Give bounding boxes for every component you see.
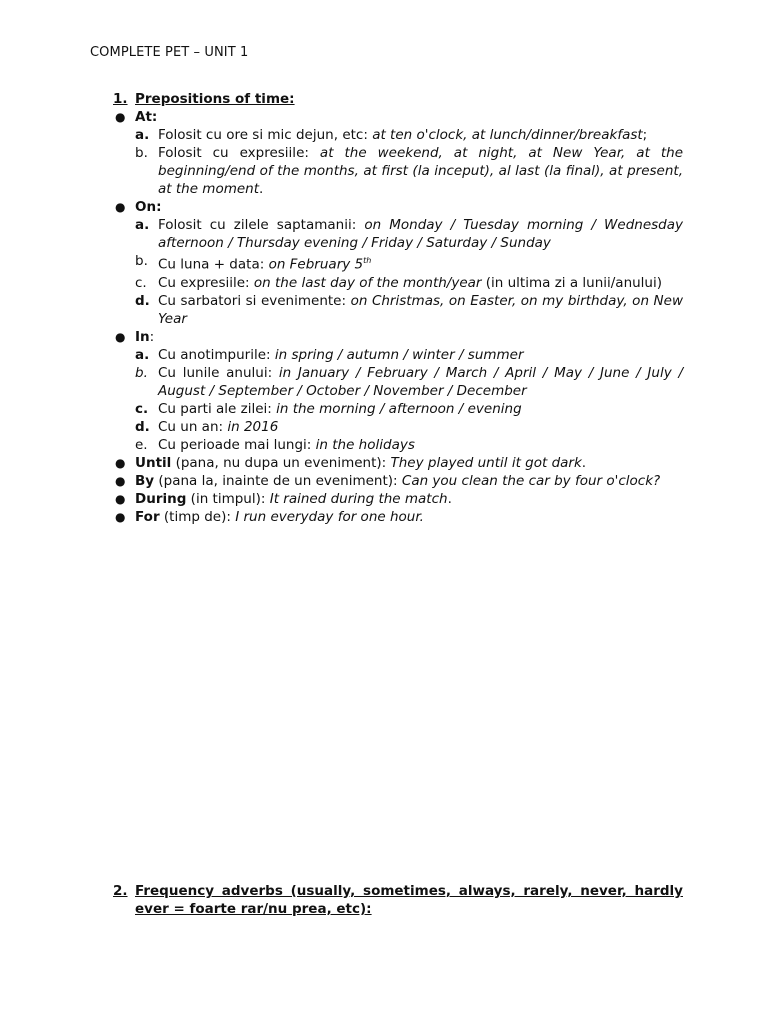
item-example: in the morning / afternoon / evening — [276, 400, 522, 417]
item-text: Cu perioade mai lungi: — [158, 436, 316, 453]
bullet-icon: ● — [115, 491, 126, 506]
item-example: in spring / autumn / winter / summer — [274, 346, 524, 363]
item-example: in the holidays — [315, 436, 415, 453]
list-item — [113, 364, 683, 400]
section-number: 1. — [113, 91, 128, 107]
item-text: Cu expresiile: — [158, 274, 254, 291]
bullet-label: In — [135, 328, 150, 345]
item-text: Folosit cu zilele saptamanii: — [158, 217, 365, 233]
bullet-icon: ● — [115, 110, 126, 124]
item-text: Cu sarbatori si evenimente: — [158, 292, 351, 309]
bullet-during — [113, 490, 683, 508]
bullet-icon: ● — [115, 509, 126, 524]
section-heading — [113, 90, 683, 108]
list-letter: e. — [135, 436, 148, 453]
list-item — [113, 418, 683, 436]
item-text: (timp de): — [159, 508, 236, 525]
section-prepositions-of-time — [113, 90, 683, 526]
bullet-by — [113, 472, 683, 490]
section-title: Frequency adverbs (usually, sometimes, always, rarely, never, hardly ever = foarte rar/nu prea, etc): — [135, 883, 683, 917]
list-item — [113, 252, 683, 274]
bullet-icon: ● — [115, 455, 126, 470]
item-superscript: th — [363, 256, 372, 265]
section-title: Prepositions of time: — [135, 91, 295, 107]
list-letter: d. — [135, 418, 150, 435]
bullet-label: By — [135, 472, 155, 489]
item-text: Cu anotimpurile: — [158, 346, 275, 363]
list-letter: c. — [135, 274, 147, 291]
item-end: ; — [642, 127, 648, 143]
bullet-for — [113, 508, 683, 526]
item-text: (pana, nu dupa un eveniment): — [171, 454, 391, 471]
bullet-icon: ● — [115, 329, 126, 344]
item-example: at the weekend, at night, at New Year, at the beginning/end of the months, at first (la inceput), al last (la final), at present, at the moment — [158, 145, 684, 197]
list-letter: a. — [135, 346, 150, 363]
bullet-at — [113, 108, 683, 126]
item-example: Can you clean the car by four o'clock? — [401, 472, 661, 489]
section-heading — [113, 882, 683, 918]
item-example: on Christmas, on Easter, on my birthday, on New Year — [158, 292, 683, 327]
bullet-colon: : — [149, 328, 155, 345]
bullet-in — [113, 328, 683, 346]
list-letter: a. — [135, 217, 150, 233]
bullet-icon: ● — [115, 200, 126, 214]
item-example: in January / February / March / April / May / June / July / August / September / October / November / December — [158, 364, 683, 399]
item-example: in 2016 — [227, 418, 279, 435]
list-item — [113, 346, 683, 364]
item-text: (in timpul): — [186, 490, 270, 507]
list-item — [113, 400, 683, 418]
item-text: (pana la, inainte de un eveniment): — [154, 472, 402, 489]
item-end: (in ultima zi a lunii/anului) — [481, 274, 663, 291]
bullet-label: On: — [135, 199, 162, 215]
item-text: Cu un an: — [158, 418, 228, 435]
item-example: They played until it got dark — [390, 454, 582, 471]
list-item — [113, 292, 683, 328]
list-item — [113, 144, 683, 198]
item-text: Cu luna + data: — [158, 256, 269, 273]
bullet-label: Until — [135, 454, 172, 471]
list-letter: d. — [135, 292, 150, 309]
list-letter: b. — [135, 253, 148, 269]
item-example: I run everyday for one hour. — [235, 508, 424, 525]
section-number: 2. — [113, 883, 128, 899]
bullet-on — [113, 198, 683, 216]
item-text: Folosit cu ore si mic dejun, etc: — [158, 127, 373, 143]
item-example: at ten o'clock, at lunch/dinner/breakfast — [372, 127, 643, 143]
item-text: Cu lunile anului: — [158, 364, 279, 381]
bullet-until — [113, 454, 683, 472]
bullet-label: During — [135, 490, 187, 507]
bullet-icon: ● — [115, 473, 126, 488]
item-end: . — [447, 490, 452, 507]
list-item — [113, 274, 683, 292]
list-item — [113, 126, 683, 144]
bullet-label: For — [135, 508, 160, 525]
list-letter: a. — [135, 127, 150, 143]
section-frequency-adverbs — [113, 882, 683, 918]
item-end: . — [581, 454, 587, 471]
item-example: on February 5 — [268, 256, 364, 273]
item-text: Cu parti ale zilei: — [158, 400, 277, 417]
page-header: COMPLETE PET – UNIT 1 — [90, 45, 249, 60]
list-letter: b. — [135, 364, 148, 381]
item-text: Folosit cu expresiile: — [158, 145, 320, 161]
item-example: It rained during the match — [269, 490, 448, 507]
list-letter: b. — [135, 145, 148, 161]
list-item — [113, 216, 683, 252]
item-example: on the last day of the month/year — [253, 274, 482, 291]
item-example: on Monday / Tuesday morning / Wednesday afternoon / Thursday evening / Friday / Saturday / Sunday — [158, 217, 683, 251]
item-end: . — [259, 181, 264, 197]
list-item — [113, 436, 683, 454]
list-letter: c. — [135, 400, 149, 417]
bullet-label: At: — [135, 109, 158, 125]
